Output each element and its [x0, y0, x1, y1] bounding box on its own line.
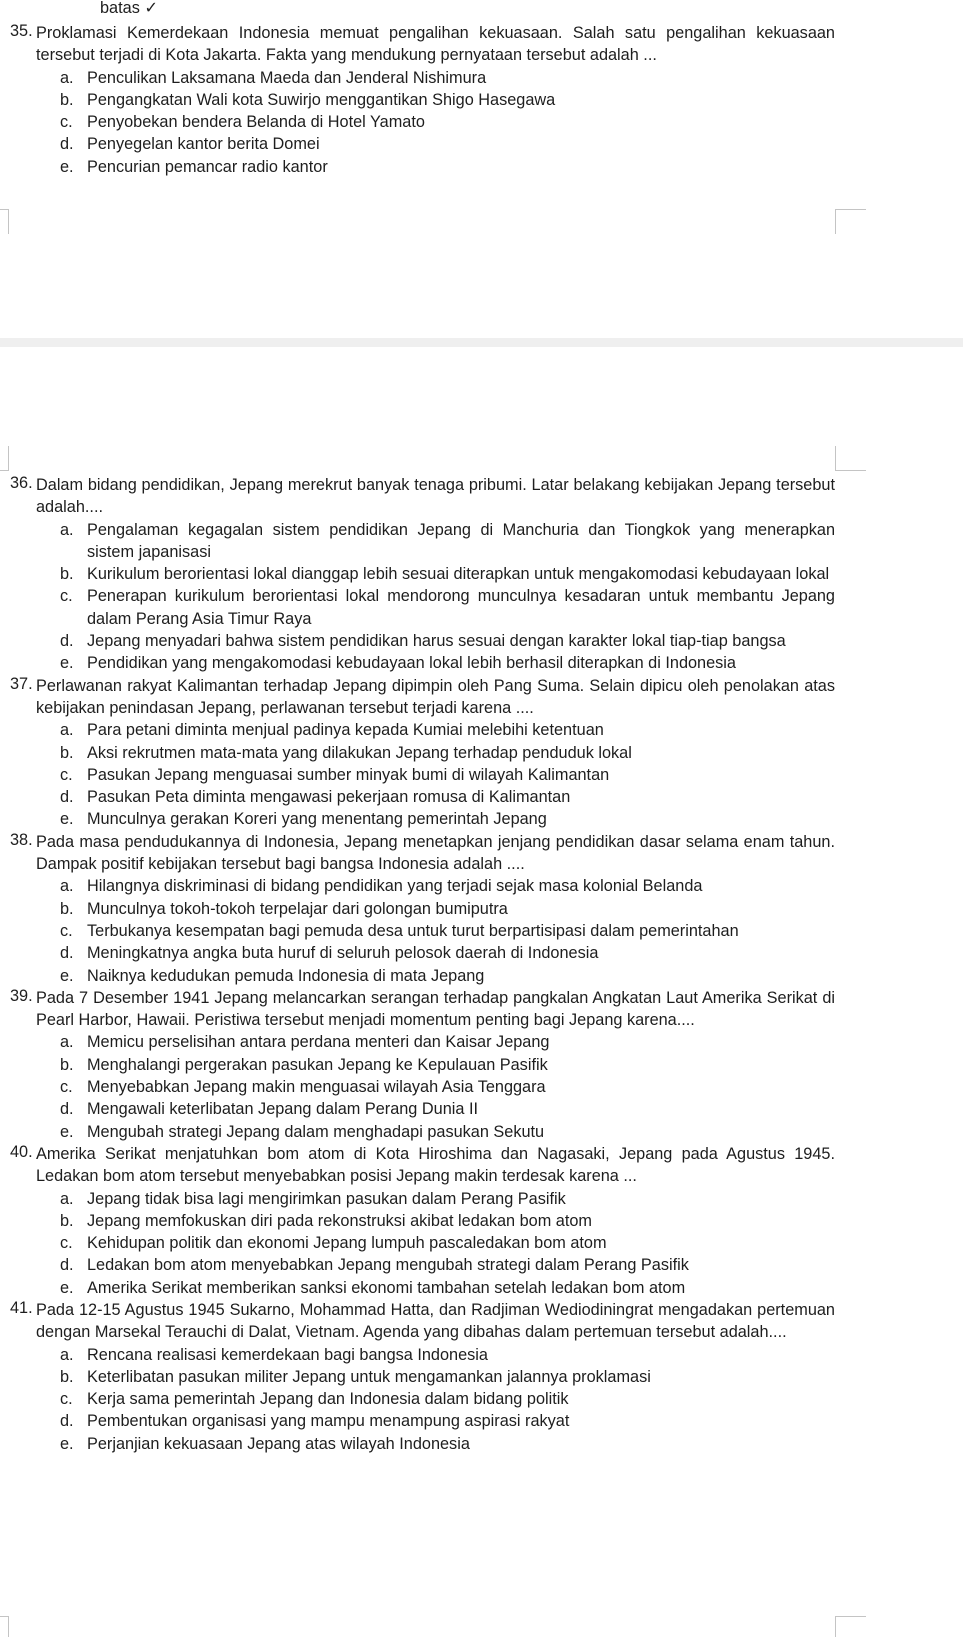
option-item — [60, 1410, 835, 1432]
option-letter: d. — [60, 944, 74, 963]
option-text: Perjanjian kekuasaan Jepang atas wilayah Indonesia — [87, 1434, 470, 1453]
option-letter: a. — [60, 1189, 74, 1208]
option-text: Jepang menyadari bahwa sistem pendidikan harus sesuai dengan karakter lokal tiap-tiap bangsa — [87, 632, 786, 651]
option-letter: a. — [60, 1345, 74, 1364]
option-item — [60, 1277, 835, 1299]
question-number: 35. — [10, 22, 33, 40]
option-text: Hilangnya diskriminasi di bidang pendidikan yang terjadi sejak masa kolonial Belanda — [87, 877, 703, 896]
option-text: Meningkatnya angka buta huruf di seluruh pelosok daerah di Indonesia — [87, 944, 599, 963]
question-number: 40. — [10, 1142, 33, 1161]
option-list — [10, 1188, 835, 1299]
option-text: Pendidikan yang mengakomodasi kebudayaan lokal lebih berhasil diterapkan di Indonesia — [87, 654, 736, 673]
option-letter: c. — [60, 1234, 73, 1253]
option-text: Jepang tidak bisa lagi mengirimkan pasukan dalam Perang Pasifik — [87, 1189, 566, 1208]
option-list — [10, 719, 835, 830]
option-text: Pasukan Jepang menguasai sumber minyak bumi di wilayah Kalimantan — [87, 765, 610, 784]
option-letter: a. — [60, 520, 74, 539]
question-number: 38. — [10, 830, 33, 849]
option-letter: c. — [60, 113, 73, 132]
option-letter: c. — [60, 587, 73, 606]
option-item — [60, 920, 835, 942]
option-item — [60, 875, 835, 897]
question-number: 41. — [10, 1298, 33, 1317]
option-item — [60, 742, 835, 764]
question-stem: Pada 7 Desember 1941 Jepang melancarkan serangan terhadap pangkalan Angkatan Laut Amerika Serikat di Pearl Harbor, Hawaii. Peristiwa tersebut menjadi momentum penting bagi Jepang karena.... — [36, 988, 835, 1030]
option-text: Kerja sama pemerintah Jepang dan Indonesia dalam bidang politik — [87, 1390, 569, 1409]
margin-note: batas ✓ — [100, 0, 158, 17]
option-item — [60, 1433, 835, 1455]
option-text: Menghalangi pergerakan pasukan Jepang ke Kepulauan Pasifik — [87, 1055, 548, 1074]
question-stem: Proklamasi Kemerdekaan Indonesia memuat pengalihan kekuasaan. Salah satu pengalihan kekuasaan tersebut terjadi di Kota Jakarta. Fakta yang mendukung pernyataan tersebut adalah ... — [36, 24, 835, 65]
option-text: Kurikulum berorientasi lokal dianggap lebih sesuai diterapkan untuk mengakomodasi kebudayaan lokal — [87, 565, 830, 584]
option-item — [60, 965, 835, 987]
option-text: Para petani diminta menjual padinya kepada Kumiai melebihi ketentuan — [87, 721, 604, 740]
option-text: Penculikan Laksamana Maeda dan Jenderal Nishimura — [87, 68, 487, 87]
option-item — [60, 1254, 835, 1276]
option-letter: d. — [60, 1100, 74, 1119]
option-letter: d. — [60, 135, 74, 154]
option-text: Keterlibatan pasukan militer Jepang untuk mengamankan jalannya proklamasi — [87, 1367, 651, 1386]
option-text: Amerika Serikat memberikan sanksi ekonomi tambahan setelah ledakan bom atom — [87, 1278, 686, 1297]
option-text: Pembentukan organisasi yang mampu menampung aspirasi rakyat — [87, 1412, 570, 1431]
question-36 — [10, 474, 835, 675]
option-item — [60, 1098, 835, 1120]
option-letter: e. — [60, 1122, 74, 1141]
option-letter: b. — [60, 899, 74, 918]
option-item — [60, 1121, 835, 1143]
option-item — [60, 898, 835, 920]
question-number: 37. — [10, 674, 33, 693]
option-letter: c. — [60, 765, 73, 784]
crop-mark-top-right — [835, 209, 866, 234]
option-text: Penyegelan kantor berita Domei — [87, 135, 320, 154]
option-text: Mengawali keterlibatan Jepang dalam Perang Dunia II — [87, 1100, 478, 1119]
option-letter: e. — [60, 1434, 74, 1453]
option-text: Munculnya gerakan Koreri yang menentang pemerintah Jepang — [87, 810, 547, 829]
option-list — [10, 519, 835, 675]
question-37 — [10, 675, 835, 831]
question-stem: Perlawanan rakyat Kalimantan terhadap Jepang dipimpin oleh Pang Suma. Selain dipicu oleh penolakan atas kebijakan penindasan Jepang, perlawanan tersebut terjadi karena .... — [36, 676, 835, 717]
option-item — [60, 942, 835, 964]
option-letter: b. — [60, 1211, 74, 1230]
option-text: Jepang memfokuskan diri pada rekonstruksi akibat ledakan bom atom — [87, 1211, 592, 1230]
option-item — [60, 630, 835, 652]
option-text: Aksi rekrutmen mata-mata yang dilakukan Jepang terhadap penduduk lokal — [87, 743, 632, 762]
option-letter: a. — [60, 1033, 74, 1052]
option-item — [60, 652, 835, 674]
question-number: 39. — [10, 986, 33, 1005]
option-item — [60, 719, 835, 741]
option-text: Ledakan bom atom menyebabkan Jepang mengubah strategi dalam Perang Pasifik — [87, 1256, 689, 1275]
option-letter: e. — [60, 157, 74, 176]
option-text: Munculnya tokoh-tokoh terpelajar dari golongan bumiputra — [87, 899, 508, 918]
option-letter: c. — [60, 1078, 73, 1097]
option-text: Menyebabkan Jepang makin menguasai wilayah Asia Tenggara — [87, 1078, 546, 1097]
option-text: Naiknya kedudukan pemuda Indonesia di mata Jepang — [87, 966, 485, 985]
option-letter: e. — [60, 654, 74, 673]
question-block-first — [10, 22, 835, 178]
question-40 — [10, 1143, 835, 1299]
option-letter: b. — [60, 565, 74, 584]
option-item — [60, 764, 835, 786]
crop-mark-bottom-left — [0, 446, 9, 471]
option-text: Pengangkatan Wali kota Suwirjo menggantikan Shigo Hasegawa — [87, 90, 556, 109]
option-letter: a. — [60, 877, 74, 896]
option-letter: b. — [60, 1055, 74, 1074]
question-41 — [10, 1299, 835, 1455]
crop-mark-top-left — [0, 209, 9, 234]
question-35 — [10, 22, 835, 178]
option-text: Pasukan Peta diminta mengawasi pekerjaan romusa di Kalimantan — [87, 788, 571, 807]
option-item — [60, 1188, 835, 1210]
option-item — [60, 1388, 835, 1410]
option-list — [10, 875, 835, 986]
question-stem: Dalam bidang pendidikan, Jepang merekrut banyak tenaga pribumi. Latar belakang kebijakan Jepang tersebut adalah.... — [36, 476, 835, 517]
option-item — [60, 786, 835, 808]
option-item — [60, 808, 835, 830]
option-item — [60, 67, 835, 89]
option-text: Pengalaman kegagalan sistem pendidikan Jepang di Manchuria dan Tiongkok yang menerapkan sistem japanisasi — [87, 520, 835, 561]
option-item — [60, 1031, 835, 1053]
question-stem: Pada 12-15 Agustus 1945 Sukarno, Mohammad Hatta, dan Radjiman Wediodiningrat mengadakan pertemuan dengan Marsekal Terauchi di Dalat, Vietnam. Agenda yang dibahas dalam pertemuan tersebut adalah.... — [36, 1300, 835, 1342]
option-item — [60, 585, 835, 630]
crop-mark-bottom-right — [835, 446, 866, 471]
option-text: Penyobekan bendera Belanda di Hotel Yamato — [87, 113, 425, 132]
option-item — [60, 111, 835, 133]
option-list — [10, 1031, 835, 1142]
question-block-main — [10, 474, 835, 1455]
option-letter: b. — [60, 90, 74, 109]
option-letter: d. — [60, 788, 74, 807]
option-letter: c. — [60, 921, 73, 940]
option-text: Pencurian pemancar radio kantor — [87, 157, 328, 176]
option-item — [60, 89, 835, 111]
option-text: Rencana realisasi kemerdekaan bagi bangsa Indonesia — [87, 1345, 488, 1364]
option-list — [10, 1344, 835, 1455]
option-item — [60, 1076, 835, 1098]
option-text: Kehidupan politik dan ekonomi Jepang lumpuh pascaledakan bom atom — [87, 1234, 607, 1253]
option-item — [60, 133, 835, 155]
question-38 — [10, 831, 835, 987]
option-item — [60, 1054, 835, 1076]
option-letter: e. — [60, 966, 74, 985]
option-letter: e. — [60, 1278, 74, 1297]
option-letter: d. — [60, 1256, 74, 1275]
crop-mark-lower-left — [0, 1616, 9, 1637]
option-list — [10, 67, 835, 178]
page-divider — [0, 338, 963, 347]
option-letter: c. — [60, 1390, 73, 1409]
option-item — [60, 156, 835, 178]
option-item — [60, 1344, 835, 1366]
option-letter: b. — [60, 1367, 74, 1386]
option-letter: a. — [60, 68, 74, 87]
option-letter: d. — [60, 632, 74, 651]
option-item — [60, 1366, 835, 1388]
crop-mark-lower-right — [835, 1616, 866, 1637]
option-text: Penerapan kurikulum berorientasi lokal mendorong munculnya kesadaran untuk membantu Jepang dalam Perang Asia Timur Raya — [87, 587, 835, 628]
option-text: Terbukanya kesempatan bagi pemuda desa untuk turut berpartisipasi dalam pemerintahan — [87, 921, 739, 940]
question-stem: Amerika Serikat menjatuhkan bom atom di Kota Hiroshima dan Nagasaki, Jepang pada Agustus 1945. Ledakan bom atom tersebut menyebabkan posisi Jepang makin terdesak karena ... — [36, 1144, 835, 1186]
option-letter: a. — [60, 721, 74, 740]
option-item — [60, 519, 835, 564]
question-stem: Pada masa pendudukannya di Indonesia, Jepang menetapkan jenjang pendidikan dasar selama enam tahun. Dampak positif kebijakan tersebut bagi bangsa Indonesia adalah .... — [36, 832, 835, 874]
option-letter: d. — [60, 1412, 74, 1431]
option-letter: e. — [60, 810, 74, 829]
option-text: Memicu perselisihan antara perdana menteri dan Kaisar Jepang — [87, 1033, 550, 1052]
option-item — [60, 1210, 835, 1232]
question-39 — [10, 987, 835, 1143]
option-item — [60, 563, 835, 585]
option-letter: b. — [60, 743, 74, 762]
option-text: Mengubah strategi Jepang dalam menghadapi pasukan Sekutu — [87, 1122, 545, 1141]
question-number: 36. — [10, 474, 33, 492]
option-item — [60, 1232, 835, 1254]
